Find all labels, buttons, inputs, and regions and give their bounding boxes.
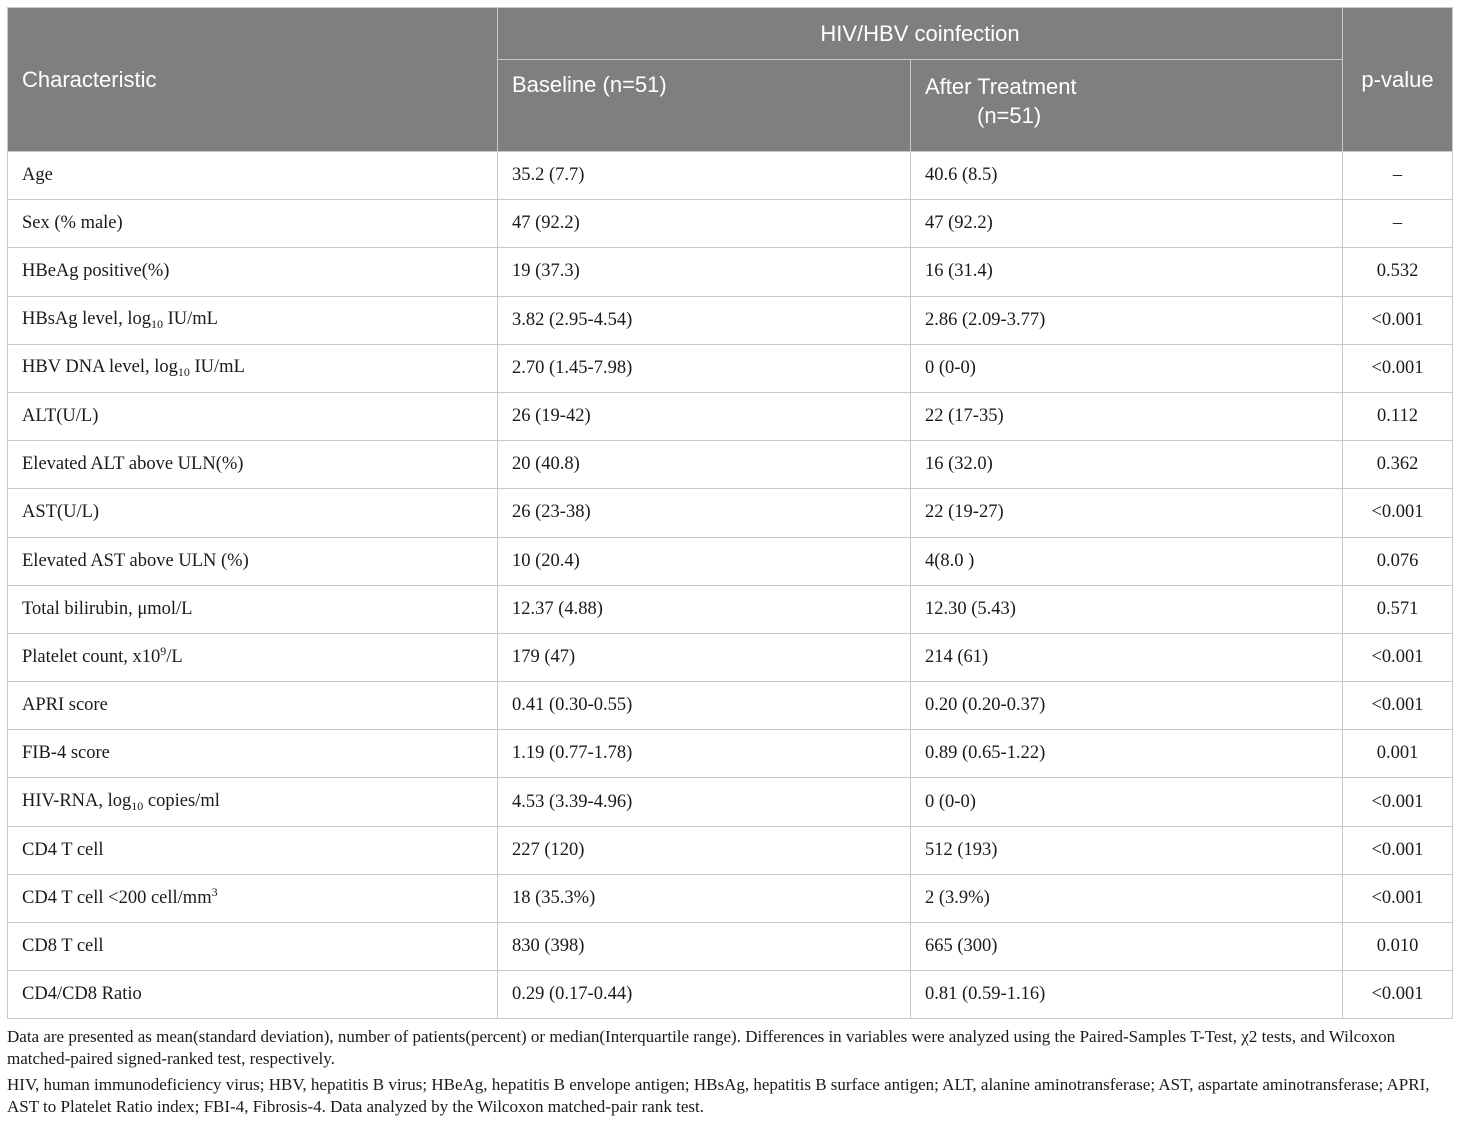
cell-pvalue: <0.001 [1343,633,1453,681]
table-row [8,778,1453,826]
cell-pvalue: <0.001 [1343,874,1453,922]
cell-after-treatment: 665 (300) [911,923,1343,971]
cell-characteristic [8,296,498,344]
cell-pvalue: <0.001 [1343,682,1453,730]
header-after-treatment [911,60,1343,152]
table-row [8,392,1453,440]
table-row [8,923,1453,971]
cell-characteristic: AST(U/L) [8,489,498,537]
header-baseline: Baseline (n=51) [498,60,911,152]
cell-characteristic: Sex (% male) [8,200,498,248]
label-superscript: 9 [160,643,167,658]
data-table [7,7,1453,1019]
cell-after-treatment: 22 (19-27) [911,489,1343,537]
cell-characteristic: CD4/CD8 Ratio [8,971,498,1019]
table-body [8,152,1453,1019]
cell-after-treatment: 0 (0-0) [911,344,1343,392]
cell-characteristic: Age [8,152,498,200]
table-row [8,585,1453,633]
cell-pvalue: 0.571 [1343,585,1453,633]
cell-after-treatment: 12.30 (5.43) [911,585,1343,633]
label-superscript: 3 [211,884,218,899]
cell-baseline: 179 (47) [498,633,911,681]
cell-after-treatment: 0.81 (0.59-1.16) [911,971,1343,1019]
cell-pvalue: <0.001 [1343,971,1453,1019]
cell-pvalue: – [1343,152,1453,200]
cell-pvalue: <0.001 [1343,296,1453,344]
table-row [8,537,1453,585]
cell-baseline: 227 (120) [498,826,911,874]
cell-baseline: 35.2 (7.7) [498,152,911,200]
label-text: Platelet count, x10 [22,646,161,667]
cell-baseline: 0.41 (0.30-0.55) [498,682,911,730]
table-row [8,296,1453,344]
cell-characteristic: CD8 T cell [8,923,498,971]
label-text: HBV DNA level, log [22,356,178,377]
label-text-suffix: /L [166,646,183,667]
cell-pvalue: <0.001 [1343,344,1453,392]
cell-baseline: 830 (398) [498,923,911,971]
cell-after-treatment: 214 (61) [911,633,1343,681]
label-text: CD4 T cell <200 cell/mm [22,887,212,908]
table-row [8,344,1453,392]
cell-pvalue: 0.112 [1343,392,1453,440]
cell-after-treatment: 4(8.0 ) [911,537,1343,585]
cell-pvalue: 0.532 [1343,248,1453,296]
table-row [8,971,1453,1019]
cell-after-treatment: 40.6 (8.5) [911,152,1343,200]
cell-after-treatment: 0.89 (0.65-1.22) [911,730,1343,778]
cell-baseline: 2.70 (1.45-7.98) [498,344,911,392]
cell-baseline: 12.37 (4.88) [498,585,911,633]
table-container [7,7,1452,1122]
cell-baseline: 1.19 (0.77-1.78) [498,730,911,778]
cell-characteristic: CD4 T cell [8,826,498,874]
label-text-suffix: copies/ml [143,790,220,811]
label-subscript: 10 [177,364,190,379]
cell-after-treatment: 2.86 (2.09-3.77) [911,296,1343,344]
cell-after-treatment: 2 (3.9%) [911,874,1343,922]
table-row [8,826,1453,874]
header-after-line2: (n=51) [977,103,1042,128]
table-row [8,441,1453,489]
cell-characteristic: HBeAg positive(%) [8,248,498,296]
cell-characteristic [8,344,498,392]
table-row [8,730,1453,778]
label-text: HBsAg level, log [22,308,151,329]
cell-after-treatment: 0 (0-0) [911,778,1343,826]
cell-characteristic: Total bilirubin, μmol/L [8,585,498,633]
table-row [8,152,1453,200]
table-header [8,8,1453,152]
cell-pvalue: 0.362 [1343,441,1453,489]
cell-baseline: 4.53 (3.39-4.96) [498,778,911,826]
cell-pvalue: 0.010 [1343,923,1453,971]
footnote-abbreviations: HIV, human immunodeficiency virus; HBV, hepatitis B virus; HBeAg, hepatitis B envelope antigen; HBsAg, hepatitis B surface antigen; ALT, alanine aminotransferase; AST, aspartate aminotransferase; APRI, AST to Platelet Ratio index; FBI-4, Fibrosis-4. Data analyzed by the Wilcoxon matched-pair rank test. [7,1075,1430,1117]
label-text: HIV-RNA, log [22,790,132,811]
table-row [8,248,1453,296]
cell-baseline: 3.82 (2.95-4.54) [498,296,911,344]
cell-pvalue: 0.001 [1343,730,1453,778]
header-pvalue: p-value [1343,8,1453,152]
cell-baseline: 0.29 (0.17-0.44) [498,971,911,1019]
cell-characteristic: APRI score [8,682,498,730]
cell-pvalue: <0.001 [1343,489,1453,537]
cell-characteristic [8,633,498,681]
label-text-suffix: IU/mL [189,356,245,377]
cell-pvalue: <0.001 [1343,826,1453,874]
cell-characteristic [8,874,498,922]
label-subscript: 10 [131,798,144,813]
cell-baseline: 20 (40.8) [498,441,911,489]
cell-baseline: 26 (23-38) [498,489,911,537]
cell-baseline: 19 (37.3) [498,248,911,296]
cell-baseline: 47 (92.2) [498,200,911,248]
table-row [8,682,1453,730]
cell-characteristic [8,778,498,826]
label-text-suffix: IU/mL [162,308,218,329]
table-row [8,874,1453,922]
cell-pvalue: – [1343,200,1453,248]
cell-characteristic: FIB-4 score [8,730,498,778]
cell-after-treatment: 16 (31.4) [911,248,1343,296]
cell-characteristic: ALT(U/L) [8,392,498,440]
header-group: HIV/HBV coinfection [498,8,1343,60]
cell-pvalue: <0.001 [1343,778,1453,826]
table-row [8,200,1453,248]
label-subscript: 10 [150,316,163,331]
cell-after-treatment: 16 (32.0) [911,441,1343,489]
table-footnotes [7,1026,1452,1118]
header-after-line1: After Treatment [925,74,1077,99]
cell-characteristic: Elevated AST above ULN (%) [8,537,498,585]
table-row [8,489,1453,537]
cell-pvalue: 0.076 [1343,537,1453,585]
header-characteristic: Characteristic [8,8,498,152]
footnote-methods: Data are presented as mean(standard deviation), number of patients(percent) or median(Interquartile range). Differences in variables were analyzed using the Paired-Samples T-Test, χ2 tests, and Wilcoxon matched-paired signed-ranked test, respectively. [7,1027,1396,1069]
cell-after-treatment: 22 (17-35) [911,392,1343,440]
cell-characteristic: Elevated ALT above ULN(%) [8,441,498,489]
cell-after-treatment: 0.20 (0.20-0.37) [911,682,1343,730]
cell-after-treatment: 512 (193) [911,826,1343,874]
table-row [8,633,1453,681]
cell-baseline: 26 (19-42) [498,392,911,440]
cell-after-treatment: 47 (92.2) [911,200,1343,248]
cell-baseline: 10 (20.4) [498,537,911,585]
cell-baseline: 18 (35.3%) [498,874,911,922]
